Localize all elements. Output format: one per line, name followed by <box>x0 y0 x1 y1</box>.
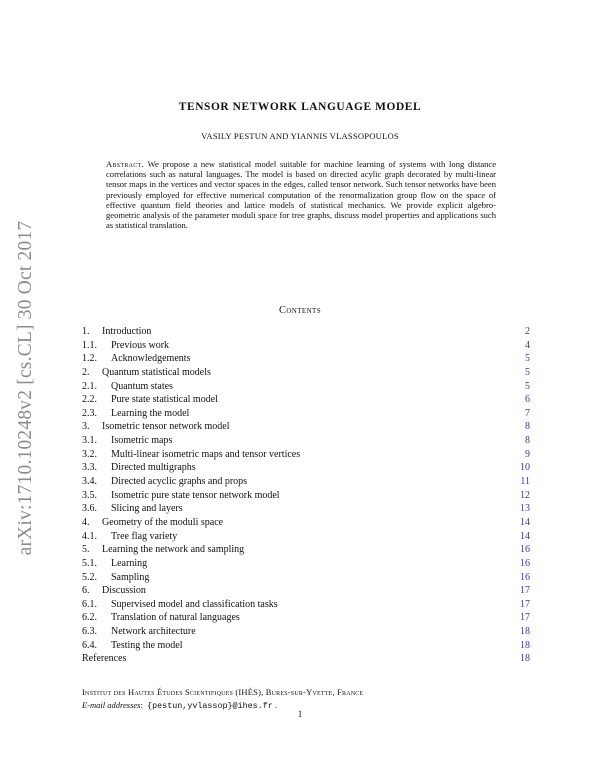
toc-entry-label: Directed multigraphs <box>111 462 196 474</box>
toc-page-link[interactable]: 17 <box>520 598 530 610</box>
toc-entry[interactable] <box>82 407 530 421</box>
arxiv-watermark <box>12 208 40 568</box>
toc-page-link[interactable]: 5 <box>525 353 530 365</box>
toc-entry-number: 6.3. <box>82 626 97 638</box>
toc-entry[interactable] <box>82 461 530 475</box>
toc-entry[interactable] <box>82 625 530 639</box>
toc-entry[interactable] <box>82 516 530 530</box>
abstract-line: the edges, called tensor network. Such tensor networks have been previously employed for <box>106 179 497 200</box>
toc-entry-label: Acknowledgements <box>111 353 191 365</box>
email-label: E-mail addresses <box>82 700 141 710</box>
paper-title: TENSOR NETWORK LANGUAGE MODEL <box>178 101 422 113</box>
toc-entry-number: 4. <box>82 516 90 528</box>
toc-page-link[interactable]: 8 <box>525 435 530 447</box>
toc-page-link[interactable]: 5 <box>525 366 530 378</box>
toc-entry-number: 3.1. <box>82 435 97 447</box>
toc-page-link[interactable]: 18 <box>520 626 530 638</box>
toc-page-link[interactable]: 7 <box>525 407 530 419</box>
toc-entry-number: 3.4. <box>82 476 97 488</box>
toc-entry-label: Learning the network and sampling <box>102 544 245 556</box>
toc-page-link[interactable]: 17 <box>520 612 530 624</box>
toc-entry-label: Previous work <box>111 339 170 351</box>
toc-entry-label: Introduction <box>102 326 152 337</box>
toc-entry-number: 1.2. <box>82 353 97 365</box>
toc-entry-label: References <box>82 653 127 665</box>
toc-entry[interactable] <box>82 639 530 653</box>
toc-page-link[interactable]: 10 <box>520 462 530 474</box>
toc-entry[interactable] <box>82 339 530 353</box>
toc-entry-number: 4.1. <box>82 530 97 542</box>
toc-entry[interactable] <box>82 530 530 544</box>
email-line: E-mail addresses: {pestun,yvlassop}@ihes.fr . <box>82 700 278 711</box>
toc-page-link[interactable]: 18 <box>520 639 530 651</box>
toc-entry[interactable] <box>82 420 530 434</box>
email-end: . <box>274 700 278 710</box>
toc-entry[interactable] <box>82 652 530 666</box>
toc-entry-number: 2.3. <box>82 407 97 419</box>
toc-page-link[interactable]: 16 <box>520 544 530 556</box>
toc-entry[interactable] <box>82 380 530 394</box>
toc-entry-label: Tree flag variety <box>111 530 178 542</box>
toc-entry-label: Slicing and layers <box>111 503 183 515</box>
toc-entry-number: 6.1. <box>82 598 97 610</box>
abstract-label: Abstract. <box>106 159 145 169</box>
toc-page-link[interactable]: 11 <box>520 476 530 488</box>
toc-entry-label: Isometric maps <box>111 435 173 447</box>
toc-page-link[interactable]: 16 <box>520 557 530 569</box>
toc-entry[interactable] <box>82 448 530 462</box>
toc-entry-label: Learning the model <box>111 407 190 419</box>
toc-entry[interactable] <box>82 571 530 585</box>
toc-entry-label: Supervised model and classification tasks <box>111 598 278 610</box>
toc-entry-number: 6.4. <box>82 639 97 651</box>
toc-entry[interactable] <box>82 557 530 571</box>
toc-page-link[interactable]: 12 <box>520 489 530 501</box>
toc-entry-label: Directed acyclic graphs and props <box>111 476 248 488</box>
toc-entry-number: 5.2. <box>82 571 97 583</box>
contents-heading: Contents <box>278 305 322 316</box>
toc-page-link[interactable]: 4 <box>525 339 530 351</box>
toc-page-link[interactable]: 8 <box>525 421 530 433</box>
toc-entry-label: Isometric pure state tensor network model <box>111 489 280 501</box>
toc-entry-number: 6. <box>82 585 90 597</box>
toc-entry-label: Testing the model <box>111 639 183 651</box>
toc-entry-number: 6.2. <box>82 612 97 624</box>
toc-entry-label: Learning <box>111 557 148 569</box>
toc-entry-label: Translation of natural languages <box>111 612 240 624</box>
toc-entry-number: 3.5. <box>82 489 97 501</box>
toc-page-link[interactable]: 14 <box>520 516 530 528</box>
toc-page-link[interactable]: 16 <box>520 571 530 583</box>
toc-entry-label: Sampling <box>111 571 150 583</box>
toc-entry-label: Isometric tensor network model <box>102 421 230 433</box>
toc-entry-label: Discussion <box>102 585 146 597</box>
toc-entry-number: 2. <box>82 366 90 378</box>
abstract-line: with long distance correlations such as natural languages. The model is based on directed <box>106 159 497 180</box>
toc-entry[interactable] <box>82 366 530 380</box>
toc-entry[interactable] <box>82 352 530 366</box>
toc-page-link[interactable]: 2 <box>525 326 530 337</box>
toc-page-link[interactable]: 17 <box>520 585 530 597</box>
toc-entry-number: 1. <box>82 326 90 337</box>
toc-entry[interactable] <box>82 325 530 339</box>
toc-entry[interactable] <box>82 598 530 612</box>
toc-entry-number: 2.2. <box>82 394 97 406</box>
toc-page-link[interactable]: 13 <box>520 503 530 515</box>
toc-page-link[interactable]: 9 <box>525 448 530 460</box>
toc-entry[interactable] <box>82 489 530 503</box>
toc-entry[interactable] <box>82 434 530 448</box>
abstract-block <box>106 159 496 230</box>
abstract-line: We propose a new statistical model suitable for machine learning of systems <box>147 159 427 169</box>
toc-page-link[interactable]: 18 <box>520 653 530 665</box>
toc-entry[interactable] <box>82 475 530 489</box>
arxiv-identifier: arXiv:1710.10248v2 [cs.CL] 30 Oct 2017 <box>15 220 36 556</box>
toc-entry-number: 5. <box>82 544 90 556</box>
toc-entry[interactable] <box>82 502 530 516</box>
toc-entry-label: Quantum statistical models <box>102 366 211 378</box>
toc-entry[interactable] <box>82 584 530 598</box>
toc-entry-label: Multi-linear isometric maps and tensor vertices <box>111 448 301 460</box>
toc-entry-label: Network architecture <box>111 626 196 638</box>
abstract-line: acylic graph decorated by multi-linear tensor maps in the vertices and vector spaces in <box>106 169 496 190</box>
toc-entry[interactable] <box>82 393 530 407</box>
table-of-contents <box>82 325 530 666</box>
toc-entry[interactable] <box>82 611 530 625</box>
toc-page-link[interactable]: 5 <box>525 380 530 392</box>
toc-entry-number: 3.2. <box>82 448 97 460</box>
toc-entry-number: 5.1. <box>82 557 97 569</box>
abstract-line: properties and applications such as statistical translation. <box>106 210 497 231</box>
abstract-line: quantum field theories and lattice models of statistical mechanics. We provide explicit <box>140 199 463 210</box>
toc-entry-label: Geometry of the moduli space <box>102 516 224 528</box>
toc-entry-number: 2.1. <box>82 380 97 392</box>
paper-authors: VASILY PESTUN AND YIANNIS VLASSOPOULOS <box>201 131 399 141</box>
toc-entry-number: 3.3. <box>82 462 97 474</box>
email-addresses[interactable]: {pestun,yvlassop}@ihes.fr <box>147 701 273 711</box>
toc-entry-number: 3.6. <box>82 503 97 515</box>
toc-entry-number: 3. <box>82 421 90 433</box>
toc-page-link[interactable]: 14 <box>520 530 530 542</box>
institution-address: Institut des Hautes Études Scientifiques (IHÉS), Bures-sur-Yvette, France <box>82 687 364 697</box>
toc-entry-label: Pure state statistical model <box>111 394 218 406</box>
page-number: 1 <box>297 709 303 719</box>
toc-entry-label: Quantum states <box>111 380 173 392</box>
abstract-line: algebro-geometric analysis of the parameter moduli space for tree graphs, discuss model <box>106 199 496 221</box>
abstract-line: effective numerical computation of the renormalization group flow on the space of effective <box>106 189 497 210</box>
toc-page-link[interactable]: 6 <box>525 394 530 406</box>
toc-entry[interactable] <box>82 543 530 557</box>
toc-entry-number: 1.1. <box>82 339 97 351</box>
